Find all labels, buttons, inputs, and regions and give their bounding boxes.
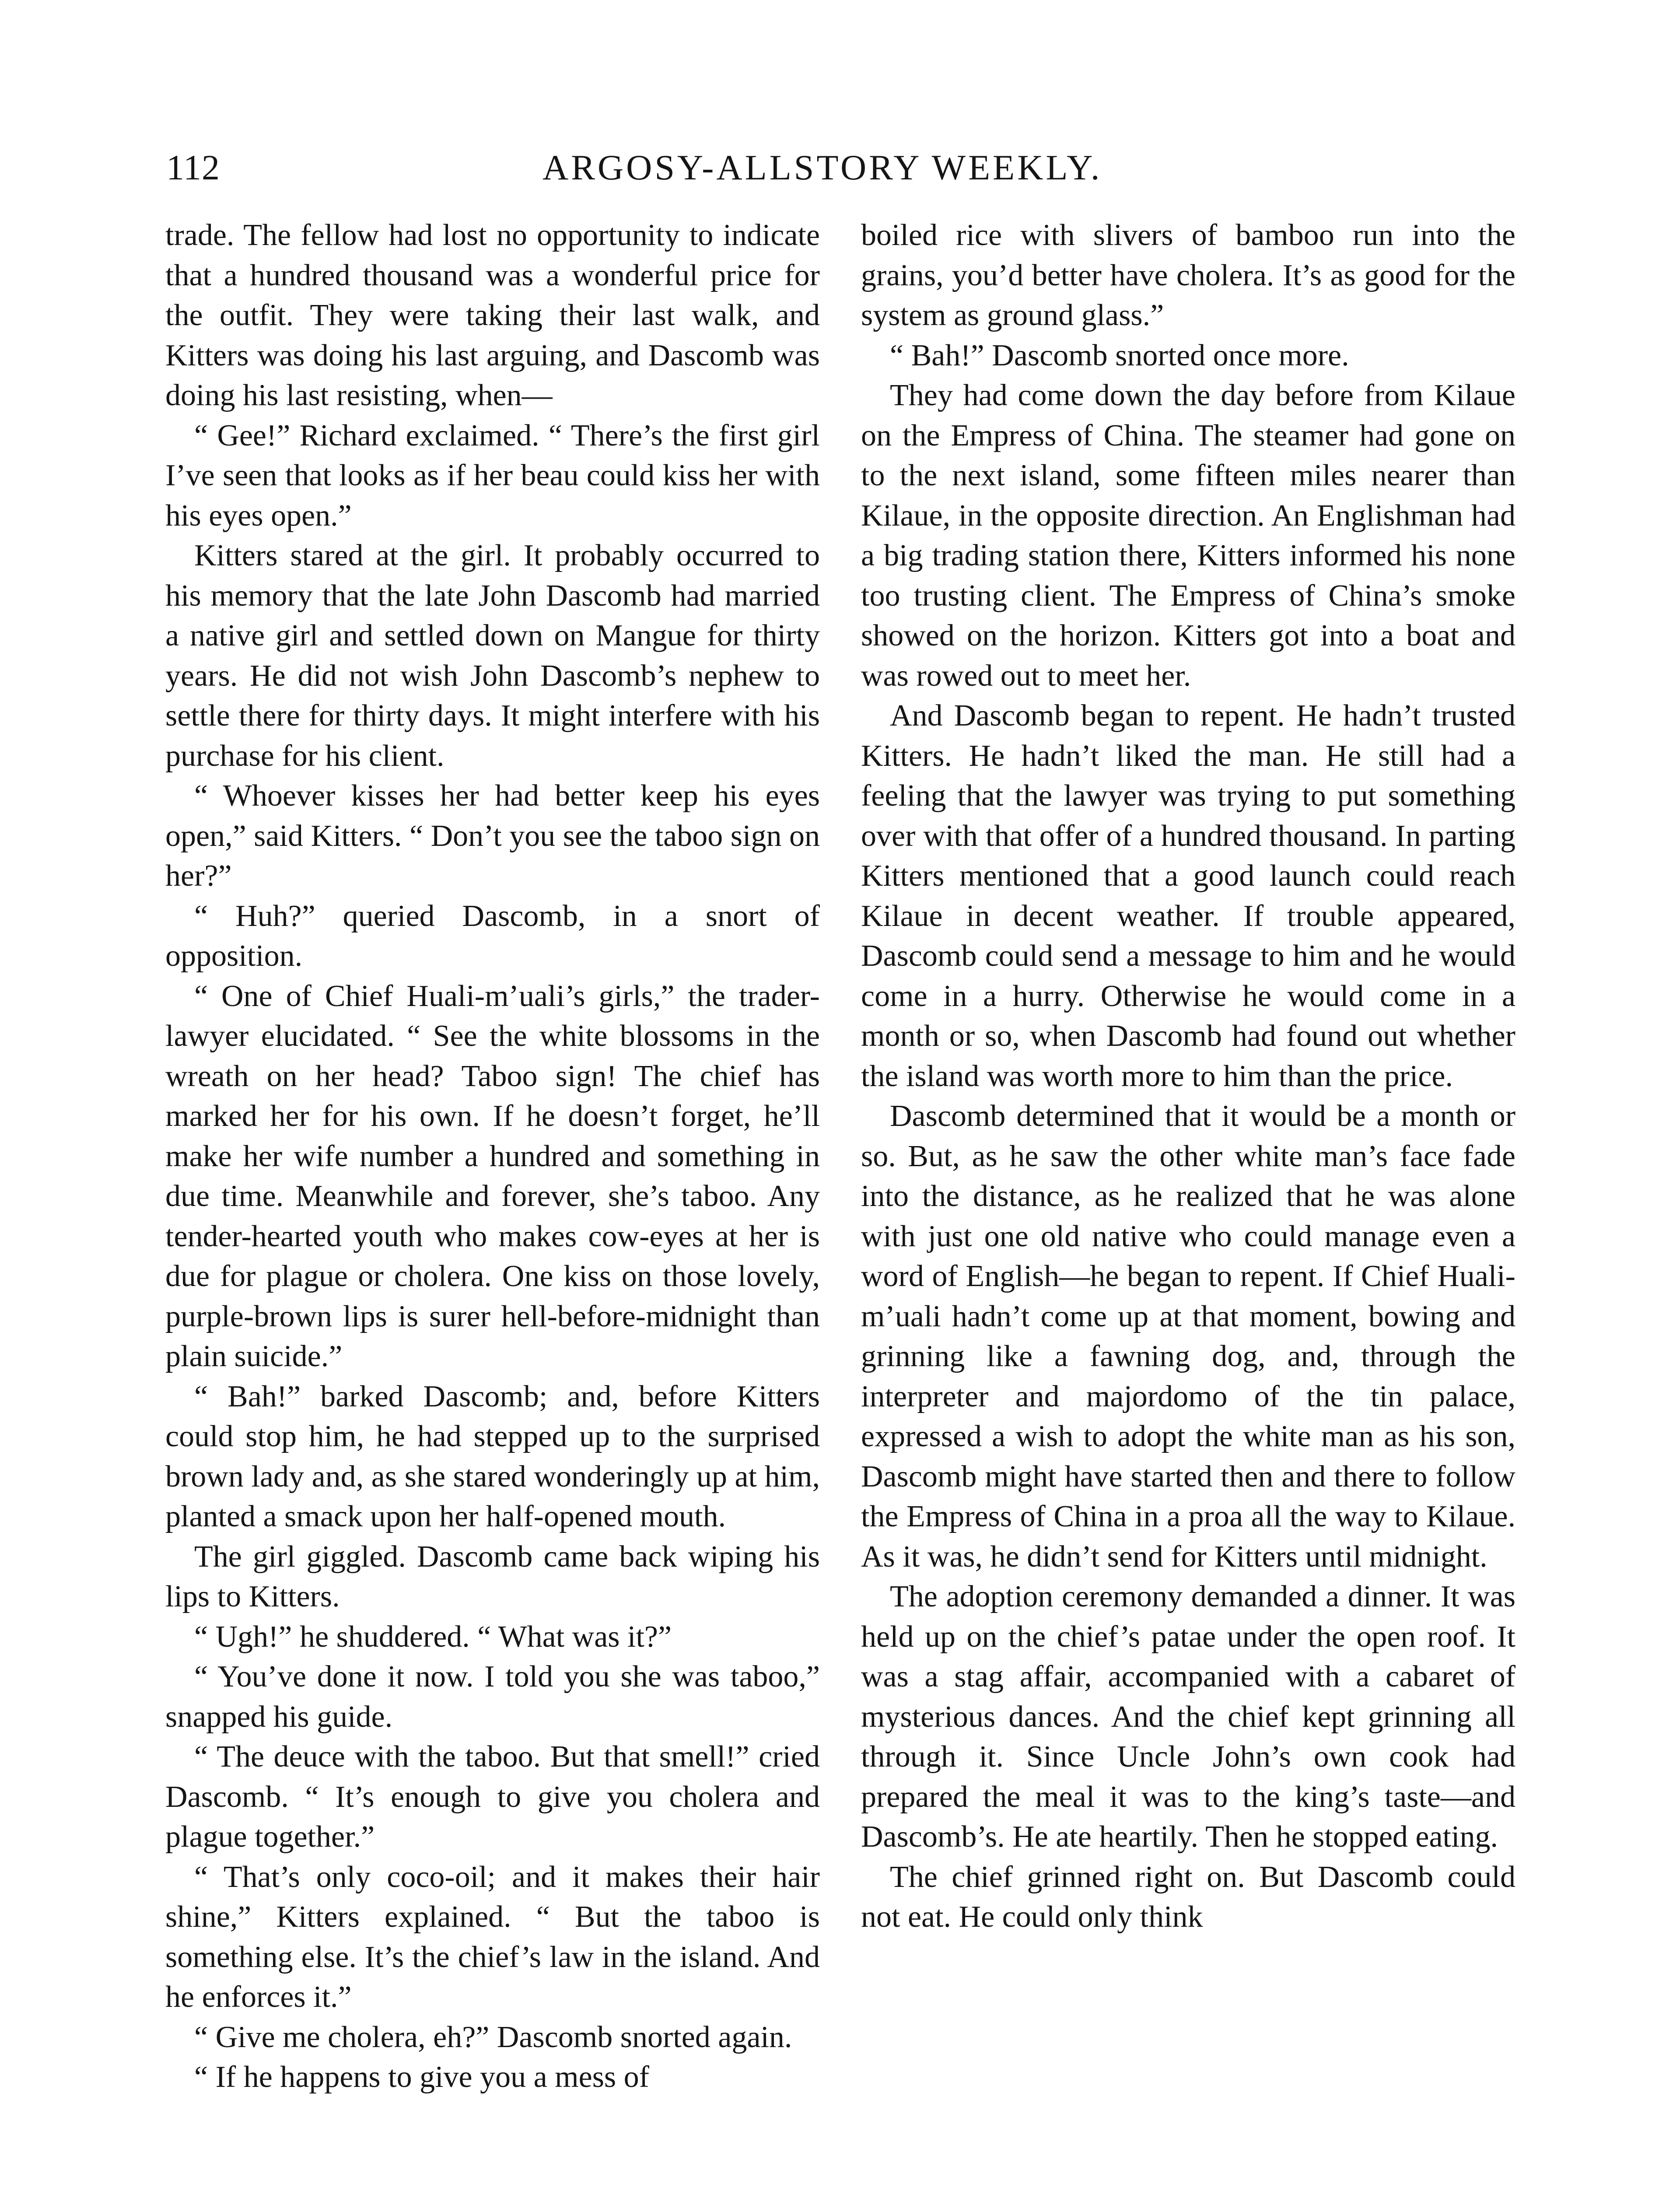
paragraph: They had come down the day before from Kilaue on the Empress of China. The steamer had gone on to the next island, some fifteen miles nearer than Kilaue, in the opposite direction. An Englishman had a big trading station there, Kitters informed his none too trusting client. The Empress of China’s smoke showed on the horizon. Kitters got into a boat and was rowed out to meet her. <box>861 379 1516 693</box>
left-column <box>165 215 820 2097</box>
paragraph: And Dascomb began to repent. He hadn’t trusted Kitters. He hadn’t liked the man. He still had a feeling that the lawyer was trying to put something over with that offer of a hundred thousand. In parting Kitters mentioned that a good launch could reach Kilaue in decent weather. If trouble appeared, Dascomb could send a message to him and he would come in a hurry. Otherwise he would come in a month or so, when Dascomb had found out whether the island was worth more to him than the price. <box>861 699 1516 1093</box>
paragraph: “ Bah!” barked Dascomb; and, before Kitters could stop him, he had stepped up to the surprised brown lady and, as she stared wonderingly up at him, planted a smack upon her half-opened mouth. <box>165 1379 820 1533</box>
paragraph: “ Gee!” Richard exclaimed. “ There’s the first girl I’ve seen that looks as if her beau could kiss her with his eyes open.” <box>165 418 820 533</box>
paragraph: “ The deuce with the taboo. But that smell!” cried Dascomb. “ It’s enough to give you cholera and plague together.” <box>165 1740 820 1854</box>
paragraph: boiled rice with slivers of bamboo run into the grains, you’d better have cholera. It’s as good for the system as ground glass.” <box>861 218 1516 332</box>
paragraph: “ Huh?” queried Dascomb, in a snort of opposition. <box>165 899 820 973</box>
paragraph: “ One of Chief Huali-m’uali’s girls,” the trader-lawyer elucidated. “ See the white blossoms in the wreath on her head? Taboo sign! The chief has marked her for his own. If he doesn’t forget, he’ll make her wife number a hundred and something in due time. Meanwhile and forever, she’s taboo. Any tender-hearted youth who makes cow-eyes at her is due for plague or cholera. One kiss on those lovely, purple-brown lips is surer hell-before-midnight than plain suicide.” <box>165 979 820 1373</box>
right-column <box>861 215 1516 1937</box>
running-head: ARGOSY-ALLSTORY WEEKLY. <box>542 147 1102 187</box>
paragraph: “ That’s only coco-oil; and it makes their hair shine,” Kitters explained. “ But the taboo is something else. It’s the chief’s law in the island. And he enforces it.” <box>165 1860 820 2014</box>
paragraph: “ You’ve done it now. I told you she was taboo,” snapped his guide. <box>165 1660 820 1734</box>
paragraph: The girl giggled. Dascomb came back wiping his lips to Kitters. <box>165 1539 820 1613</box>
paragraph: “ Ugh!” he shuddered. “ What was it?” <box>194 1620 672 1654</box>
page-number: 112 <box>166 147 220 187</box>
paragraph: The chief grinned right on. But Dascomb could not eat. He could only think <box>861 1860 1516 1934</box>
paragraph: trade. The fellow had lost no opportunity to indicate that a hundred thousand was a wonderful price for the outfit. They were taking their last walk, and Kitters was doing his last arguing, and Dascomb was doing his last resisting, when— <box>165 218 820 412</box>
paragraph: The adoption ceremony demanded a dinner. It was held up on the chief’s patae under the open roof. It was a stag affair, accompanied with a cabaret of mysterious dances. And the chief kept grinning all through it. Since Uncle John’s own cook had prepared the meal it was to the king’s taste—and Dascomb’s. He ate heartily. Then he stopped eating. <box>861 1580 1516 1854</box>
paragraph: “ If he happens to give you a mess of <box>194 2060 649 2094</box>
paragraph: “ Give me cholera, eh?” Dascomb snorted again. <box>194 2020 792 2054</box>
paragraph: “ Bah!” Dascomb snorted once more. <box>890 338 1349 372</box>
paragraph: “ Whoever kisses her had better keep his eyes open,” said Kitters. “ Don’t you see the taboo sign on her?” <box>165 779 820 893</box>
paragraph: Dascomb determined that it would be a month or so. But, as he saw the other white man’s face fade into the distance, as he realized that he was alone with just one old native who could manage even a word of English—he began to repent. If Chief Huali-m’uali hadn’t come up at that moment, bowing and grinning like a fawning dog, and, through the interpreter and majordomo of the tin palace, expressed a wish to adopt the white man as his son, Dascomb might have started then and there to follow the Empress of China in a proa all the way to Kilaue. As it was, he didn’t send for Kitters until midnight. <box>861 1099 1516 1574</box>
paragraph: Kitters stared at the girl. It probably occurred to his memory that the late John Dascomb had married a native girl and settled down on Mangue for thirty years. He did not wish John Dascomb’s nephew to settle there for thirty days. It might interfere with his purchase for his client. <box>165 539 820 773</box>
